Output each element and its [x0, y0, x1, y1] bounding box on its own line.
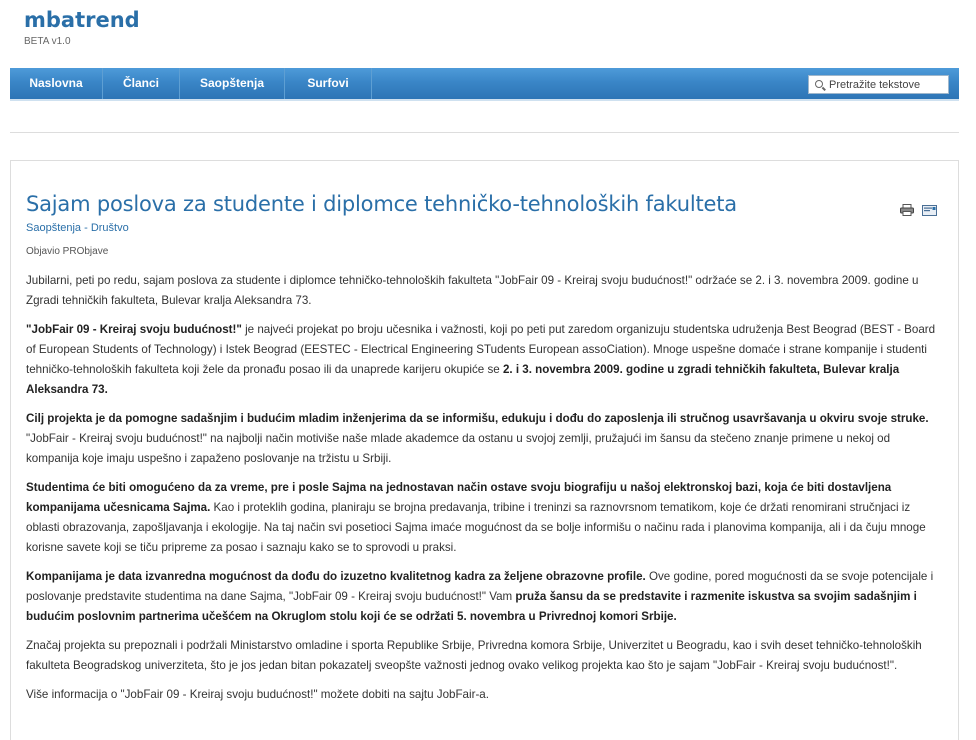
site-title[interactable]: mbatrend — [24, 8, 140, 32]
nav-item-clanci[interactable]: Članci — [103, 68, 180, 99]
printer-icon[interactable] — [900, 203, 914, 215]
article-body — [26, 271, 946, 714]
bold-text: "JobFair 09 - Kreiraj svoju budućnost!" — [26, 323, 242, 336]
paragraph-text: Ove godine, pored mogućnosti da se svoje potencijale i poslovanje predstavite studentima na dane Sajma, "JobFair 09 - Kreiraj svoju budućnost!" Vam — [26, 570, 934, 603]
site-header — [24, 8, 140, 47]
article-paragraph-1: Jubilarni, peti po redu, sajam poslova za studente i diplomce tehničko-tehnoloških fakulteta "JobFair 09 - Kreiraj svoju budućnost!" održaće se 2. i 3. novembra 2009. godine u Zgradi tehničkih fakulteta, Bulevar kralja Aleksandra 73. — [26, 274, 919, 307]
search-icon — [815, 80, 823, 88]
article-container — [10, 160, 959, 740]
paragraph-text: Kao i proteklih godina, planiraju se brojna predavanja, tribine i treninzi sa raznovrsnom tematikom, koje će držati renomirani stručnjaci iz oblasti obrazovanja, zapošljavanja i ekologije. Na taj način svi posetioci Sajma imaće mogućnost da se bolje informišu o načinu rada i planovima kompanija, ali i da čuju mnoge korisne savete koji se tiču pripreme za posao i saznaju kako se to sprovodi u praksi. — [26, 501, 926, 554]
bold-text: Cilj projekta je da pomogne sadašnjim i budućim mladim inženjerima da se informišu, edukuju i dođu do zaposlenja ili stručnog usavršavanja u okviru svoje struke. — [26, 412, 929, 425]
article-paragraph-2 — [26, 320, 946, 400]
bold-text: pruža šansu da se predstavite i razmenite iskustva sa svojim sadašnjim i budućim poslovnim partnerima učešćem na Okruglom stolu koji će se održati 5. novembra u Privrednoj komori Srbije. — [26, 590, 917, 623]
bold-text: Kompanijama je data izvanredna mogućnost da dođu do izuzetno kvalitetnog kadra za željene obrazovne profile. — [26, 570, 646, 583]
nav-item-saopstenja[interactable]: Saopštenja — [180, 68, 285, 99]
category-separator: - — [81, 222, 91, 234]
paragraph-text: je najveći projekat po broju učesnika i važnosti, koji po peti put zaredom organizuju studentska udruženja Best Beograd (BEST - Board of European Students of Technology) i Istek Beograd (EESTEC - Electrical Engineering STudents European assoCiation). Mnoge uspešne domaće i strane kompanije i studenti tehničko-tehnoloških fakulteta koji žele da pronađu posao ili da unaprede karijeru okupiće se — [26, 323, 936, 376]
divider — [10, 132, 959, 133]
article-category — [26, 222, 129, 234]
article-title[interactable]: Sajam poslova za studente i diplomce tehničko-tehnoloških fakulteta — [26, 192, 737, 216]
bold-text: 2. i 3. novembra 2009. godine u zgradi tehničkih fakulteta, Bulevar kralja Aleksandra 73. — [26, 363, 900, 396]
search-input[interactable] — [829, 76, 947, 93]
article-paragraph-7: Više informacija o "JobFair 09 - Kreiraj svoju budućnost!" možete dobiti na sajtu JobFair-a. — [26, 688, 489, 701]
email-icon[interactable] — [922, 203, 937, 214]
search-box — [808, 75, 949, 94]
paragraph-text: "JobFair - Kreiraj svoju budućnost!" na najbolji način motiviše naše mlade akademce da ostanu u svojoj zemlji, pružajući im šansu da stečeno znanje primene u nekoj od kompanija koje imaju uspešno i zapaženo poslovanje na tržistu u Srbiji. — [26, 432, 891, 465]
site-version: BETA v1.0 — [24, 36, 71, 47]
article-paragraph-6: Značaj projekta su prepoznali i podržali Ministarstvo omladine i sporta Republike Srbije, Privredna komora Srbije, Univerzitet u Beogradu, kao i svih deset tehničko-tehnoloških fakulteta Beogradskog univerziteta, što je jos jedan bitan pokazatelj sveopšte važnosti jednog ovako velikog projekta kao što je sajam "JobFair - Kreiraj svoju budućnost!". — [26, 639, 922, 672]
category-link-saopstenja[interactable]: Saopštenja — [26, 222, 82, 234]
main-navigation — [10, 68, 959, 101]
category-link-drustvo[interactable]: Društvo — [90, 222, 129, 234]
article-paragraph-5 — [26, 567, 946, 627]
article-paragraph-4 — [26, 478, 946, 558]
nav-item-naslovna[interactable]: Naslovna — [10, 68, 103, 99]
bold-text: Studentima će biti omogućeno da za vreme, pre i posle Sajma na jednostavan način ostave svoju biografiju u našoj elektronskoj bazi, koja će biti dostavljena kompanijama učesnicama Sajma. — [26, 481, 892, 514]
article-paragraph-3 — [26, 409, 946, 469]
article-author: Objavio PRObjave — [26, 246, 109, 257]
nav-item-surfovi[interactable]: Surfovi — [285, 68, 372, 99]
